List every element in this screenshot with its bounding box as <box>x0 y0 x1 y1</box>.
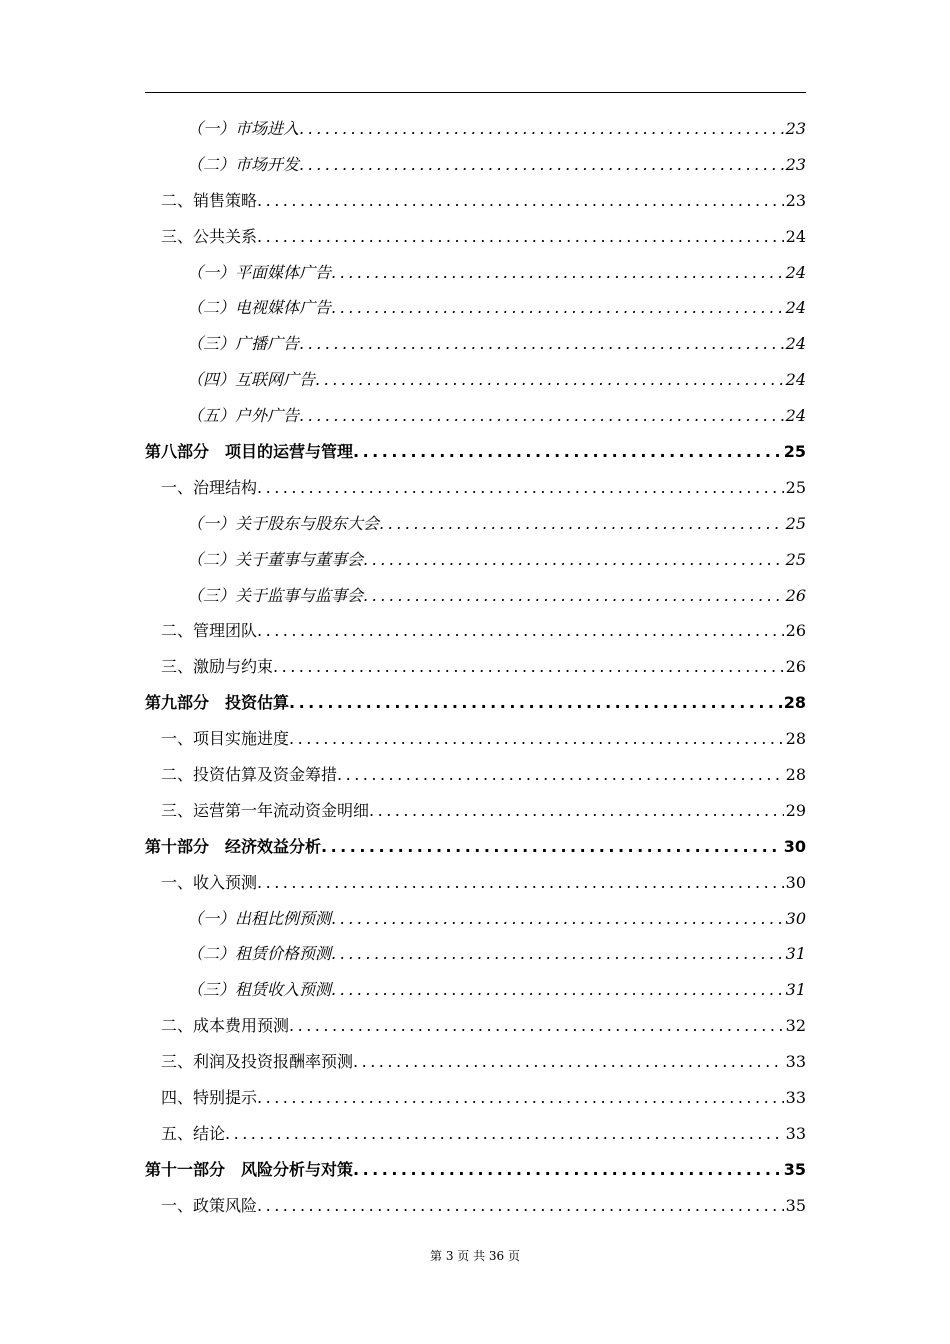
toc-leader-dots <box>257 865 784 901</box>
toc-entry-title: 一、政策风险 <box>161 1195 258 1215</box>
toc-entry-page-number: 28 <box>785 729 806 749</box>
toc-entry-page-number: 33 <box>785 1088 806 1108</box>
toc-leader-dots <box>331 255 784 291</box>
toc-leader-dots <box>353 1152 782 1188</box>
toc-entry-page-number: 30 <box>783 836 806 856</box>
toc-entry-title: （一）市场进入 <box>187 119 300 138</box>
toc-entry[interactable] <box>145 1116 806 1152</box>
toc-entry-page-number: 28 <box>785 765 806 785</box>
toc-entry[interactable] <box>145 290 806 326</box>
toc-entry-page-number: 25 <box>785 549 806 569</box>
toc-entry-title: （四）互联网广告 <box>187 370 316 390</box>
toc-entry-page-number: 30 <box>785 872 806 892</box>
toc-leader-dots <box>363 578 784 614</box>
toc-entry-page-number: 33 <box>785 1123 806 1143</box>
toc-leader-dots <box>225 1116 784 1152</box>
toc-leader-dots <box>331 901 784 937</box>
toc-leader-dots <box>257 183 784 219</box>
toc-leader-dots <box>331 936 784 972</box>
toc-entry[interactable] <box>145 219 806 255</box>
toc-leader-dots <box>299 326 784 362</box>
toc-entry-page-number: 28 <box>783 693 806 713</box>
toc-leader-dots <box>315 362 784 398</box>
toc-leader-dots <box>299 398 784 434</box>
toc-entry-title: 五、结论 <box>161 1123 226 1143</box>
toc-entry[interactable] <box>145 936 806 972</box>
toc-entry[interactable] <box>145 255 806 291</box>
toc-entry-title: （一）出租比例预测 <box>187 908 332 928</box>
toc-leader-dots <box>257 613 784 649</box>
toc-entry-title: 四、特别提示 <box>161 1088 258 1108</box>
toc-entry-page-number: 24 <box>785 262 806 282</box>
toc-leader-dots <box>289 1008 784 1044</box>
toc-entry-page-number: 25 <box>785 513 806 533</box>
toc-entry-title: （二）租赁价格预测 <box>187 944 332 964</box>
toc-entry-page-number: 24 <box>785 334 806 354</box>
toc-entry-page-number: 31 <box>785 980 806 1000</box>
toc-entry[interactable] <box>145 793 806 829</box>
header-rule <box>145 92 806 93</box>
toc-entry[interactable] <box>145 111 806 147</box>
toc-entry-title: （一）平面媒体广告 <box>187 262 332 282</box>
toc-entry-page-number: 35 <box>783 1159 806 1179</box>
toc-entry[interactable] <box>145 506 806 542</box>
toc-entry-title: （五）户外广告 <box>187 406 300 426</box>
toc-entry-title: （三）关于监事与监事会 <box>187 585 364 605</box>
toc-entry-title: 三、公共关系 <box>161 226 258 246</box>
toc-entry-title: （二）电视媒体广告 <box>187 298 332 318</box>
toc-entry-page-number: 23 <box>785 119 806 138</box>
toc-entry[interactable] <box>145 721 806 757</box>
toc-entry[interactable] <box>145 362 806 398</box>
toc-entry-title: 第十部分 经济效益分析 <box>145 836 322 856</box>
toc-entry[interactable] <box>145 578 806 614</box>
toc-leader-dots <box>257 219 784 255</box>
toc-entry-title: 三、利润及投资报酬率预测 <box>161 1052 354 1072</box>
toc-leader-dots <box>257 1188 784 1224</box>
toc-entry-title: 一、收入预测 <box>161 872 258 892</box>
toc-entry-page-number: 23 <box>785 154 806 174</box>
toc-entry-title: 第八部分 项目的运营与管理 <box>145 442 354 462</box>
toc-leader-dots <box>353 434 782 470</box>
toc-entry-page-number: 26 <box>785 585 806 605</box>
toc-leader-dots <box>337 757 784 793</box>
toc-leader-dots <box>331 972 784 1008</box>
toc-leader-dots <box>289 685 782 721</box>
table-of-contents <box>145 111 806 1224</box>
toc-entry[interactable] <box>145 901 806 937</box>
toc-leader-dots <box>353 1044 784 1080</box>
toc-entry[interactable] <box>145 1188 806 1224</box>
toc-entry-page-number: 35 <box>785 1195 806 1215</box>
toc-entry[interactable] <box>145 1044 806 1080</box>
toc-entry-page-number: 30 <box>785 908 806 928</box>
toc-entry[interactable] <box>145 757 806 793</box>
toc-leader-dots <box>299 147 784 183</box>
toc-entry-title: 一、项目实施进度 <box>161 729 290 749</box>
page-footer: 第 3 页 共 36 页 <box>430 1249 520 1263</box>
toc-entry-title: 一、治理结构 <box>161 477 258 497</box>
toc-entry-page-number: 26 <box>785 621 806 641</box>
toc-entry[interactable] <box>145 434 806 470</box>
toc-entry[interactable] <box>145 829 806 865</box>
toc-entry-title: 第十一部分 风险分析与对策 <box>145 1159 354 1179</box>
toc-leader-dots <box>299 111 784 147</box>
toc-leader-dots <box>363 542 784 578</box>
toc-entry-page-number: 24 <box>785 370 806 390</box>
toc-entry[interactable] <box>145 649 806 685</box>
toc-entry-page-number: 24 <box>785 226 806 246</box>
toc-entry-page-number: 24 <box>785 406 806 426</box>
toc-leader-dots <box>331 290 784 326</box>
toc-entry-title: （三）租赁收入预测 <box>187 980 332 1000</box>
toc-entry-title: （三）广播广告 <box>187 334 300 354</box>
toc-entry-title: 二、管理团队 <box>161 621 258 641</box>
toc-entry[interactable] <box>145 1080 806 1116</box>
toc-entry[interactable] <box>145 1008 806 1044</box>
toc-leader-dots <box>369 793 784 829</box>
toc-entry[interactable] <box>145 183 806 219</box>
toc-entry-title: 二、投资估算及资金筹措 <box>161 765 338 785</box>
toc-entry-title: 第九部分 投资估算 <box>145 693 290 713</box>
toc-leader-dots <box>289 721 784 757</box>
toc-entry-page-number: 29 <box>785 800 806 820</box>
toc-entry[interactable] <box>145 865 806 901</box>
toc-entry[interactable] <box>145 326 806 362</box>
toc-entry-page-number: 25 <box>785 477 806 497</box>
toc-leader-dots <box>379 506 784 542</box>
toc-entry-title: （二）关于董事与董事会 <box>187 549 364 569</box>
toc-entry[interactable] <box>145 1152 806 1188</box>
toc-entry-page-number: 25 <box>783 442 806 462</box>
toc-leader-dots <box>257 470 784 506</box>
toc-entry[interactable] <box>145 470 806 506</box>
toc-entry-title: 二、成本费用预测 <box>161 1016 290 1036</box>
toc-entry-title: （二）市场开发 <box>187 154 300 174</box>
toc-entry-page-number: 26 <box>785 657 806 677</box>
toc-entry[interactable] <box>145 685 806 721</box>
toc-entry-title: 三、激励与约束 <box>161 657 274 677</box>
toc-entry-title: 二、销售策略 <box>161 190 258 210</box>
toc-entry[interactable] <box>145 542 806 578</box>
toc-entry-title: （一）关于股东与股东大会 <box>187 513 380 533</box>
toc-entry-page-number: 33 <box>785 1052 806 1072</box>
toc-entry[interactable] <box>145 398 806 434</box>
toc-leader-dots <box>321 829 782 865</box>
toc-entry-page-number: 24 <box>785 298 806 318</box>
toc-leader-dots <box>257 1080 784 1116</box>
toc-leader-dots <box>273 649 784 685</box>
toc-entry-title: 三、运营第一年流动资金明细 <box>161 800 370 820</box>
toc-entry[interactable] <box>145 972 806 1008</box>
toc-entry[interactable] <box>145 613 806 649</box>
toc-entry-page-number: 32 <box>785 1016 806 1036</box>
toc-entry-page-number: 31 <box>785 944 806 964</box>
toc-entry-page-number: 23 <box>785 190 806 210</box>
toc-entry[interactable] <box>145 147 806 183</box>
